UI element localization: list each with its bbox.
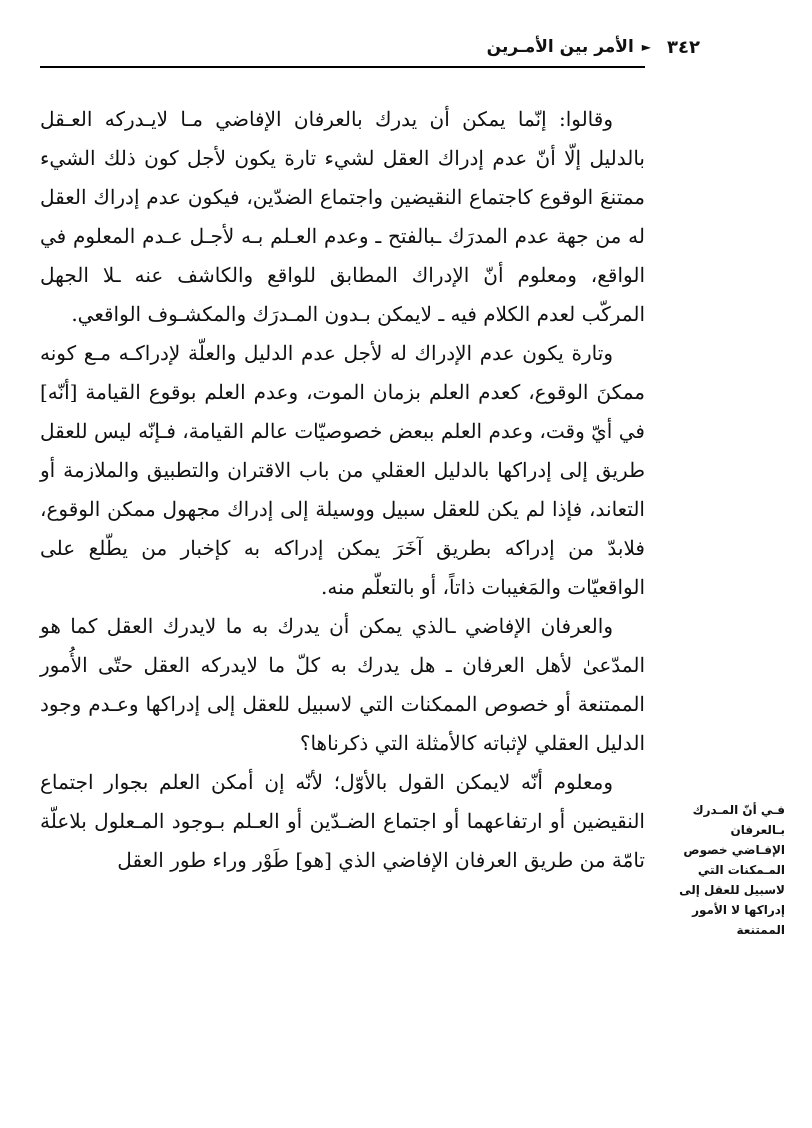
- body-text: [40, 100, 645, 880]
- paragraph-4: ومعلوم أنّه لايمكن القول بالأوّل؛ لأنّه إن أمكن العلم بجوار اجتماع النقيضين أو ارتفاعهما أو اجتماع الضـدّين أو العـلم بـوجود المـعلول بلاعلّة تامّة من طريق العرفان الإفاضي الذي [هو] طَوْر وراء طور العقل: [40, 770, 645, 872]
- margin-note: فـي أنّ المـدرك بـالعرفان الإفـاضي خصوص المـمكنات التي لاسبيل للعقل إلى إدراكها لا الأمور الممتنعة: [679, 803, 785, 937]
- arrow-icon: ►: [641, 40, 652, 54]
- paragraph-3: والعرفان الإفاضي ـالذي يمكن أن يدرك به ما لايدرك العقل كما هو المدّعیٰ لأهل العرفان ـ هل يدرك به كلّ ما لايدركه العقل حتّى الأُمور الممتنعة أو خصوص الممكنات التي لاسبيل للعقل إلى إدراكها وعـدم وجود الدليل العقلي لإثباته كالأمثلة التي ذكرناها؟: [40, 614, 645, 755]
- header-bar: [470, 32, 700, 62]
- page-number: ٣٤٢: [667, 36, 700, 58]
- paragraph-1: وقالوا: إنّما يمكن أن يدرك بالعرفان الإفاضي مـا لايـدركه العـقل بالدليل إلّا أنّ عدم إدراك العقل لشيء تارة يكون لأجل كون ذلك الشيء ممتنعَ الوقوع كاجتماع النقيضين واجتماع الضدّين، فيكون عدم إدراك العقل له من جهة عدم المدرَك ـبالفتح ـ وعدم العـلم بـه لأجـل عـدم المعلوم في الواقع، ومعلوم أنّ الإدراك المطابق للواقع والكاشف عنه ـلا الجهل المركّب لعدم الكلام فيه ـ لايمكن بـدون المـدرَك والمكشـوف الواقعي.: [40, 107, 645, 326]
- page-header: [40, 32, 800, 62]
- running-title: الأمر بين الأمـرين: [486, 37, 634, 57]
- header-rule: [40, 66, 645, 68]
- paragraph-2: وتارة يكون عدم الإدراك له لأجل عدم الدليل والعلّة لإدراكـه مـع كونه ممكنَ الوقوع، كعدم العلم بزمان الموت، وعدم العلم بوقوع القيامة [أنّه] في أيّ وقت، وعدم العلم ببعض خصوصيّات عالم القيامة، فـإنّه ليس للعقل طريق إلى إدراكها بالدليل العقلي من باب الاقتران والتطبيق والملازمة أو التعاند، فإذا لم يكن للعقل سبيل ووسيلة إلى إدراك مجهول ممكن الوقوع، فلابدّ من إدراكه بطريق آخَرَ يمكن إدراكه به كإخبار من يطّلع على الواقعيّات والمَغيبات ذاتاً، أو بالتعلّم منه.: [40, 341, 645, 599]
